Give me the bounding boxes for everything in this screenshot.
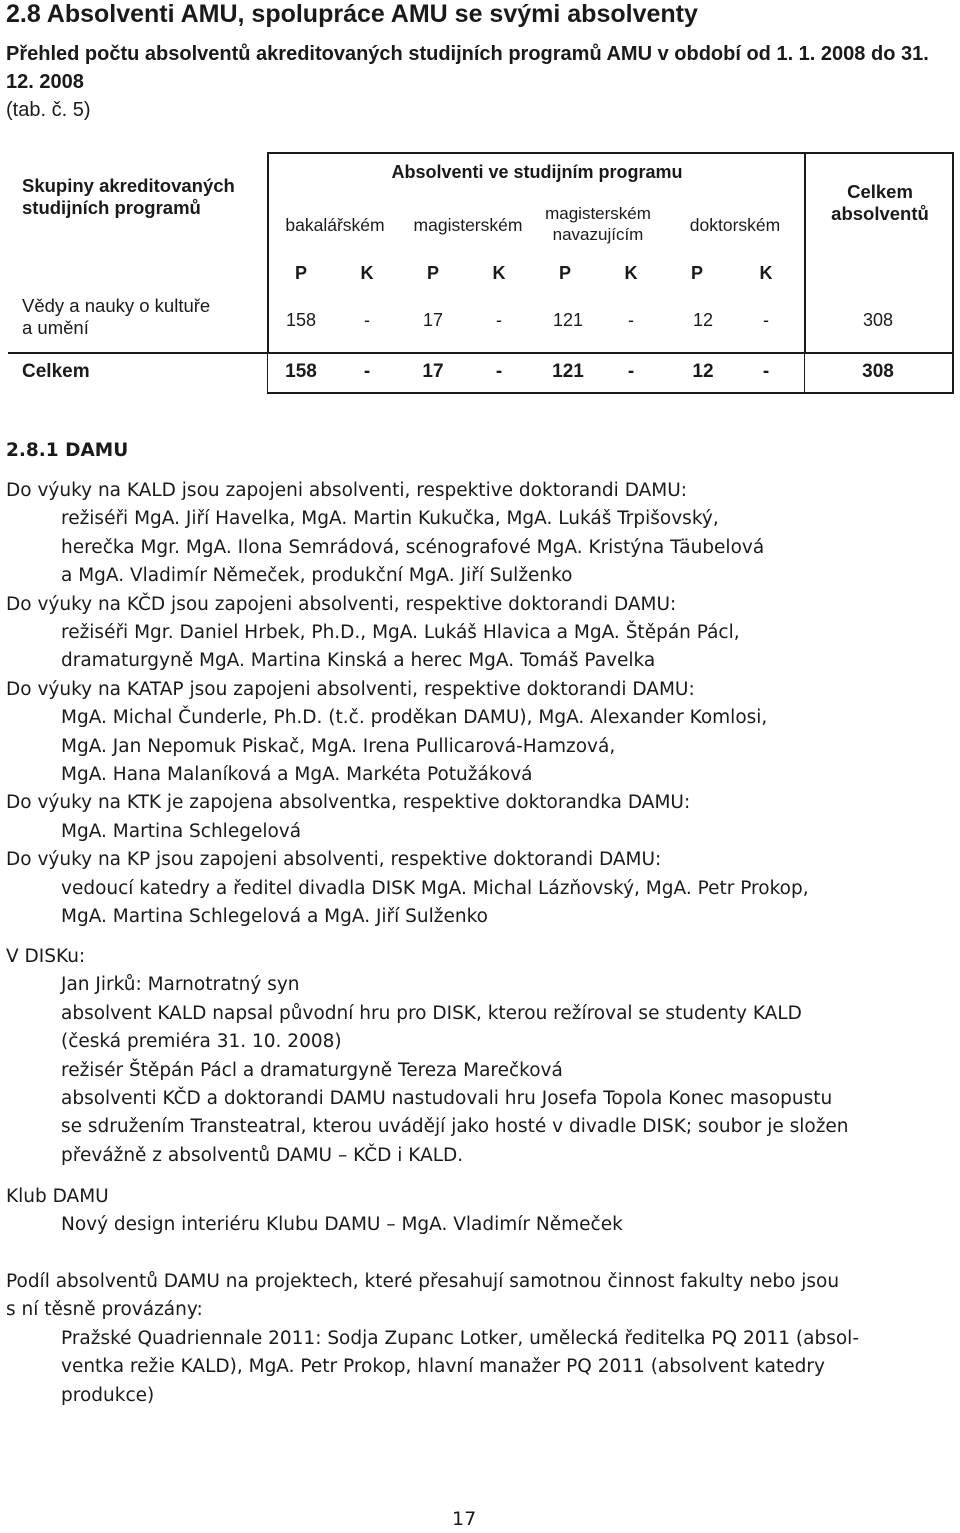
row-value: - bbox=[763, 310, 769, 330]
table-reference: (tab. č. 5) bbox=[6, 99, 91, 121]
disk-section bbox=[6, 943, 956, 1170]
total-value: 158 bbox=[285, 361, 317, 382]
row-value: - bbox=[364, 310, 370, 330]
kald-intro: Do výuky na KALD jsou zapojeni absolventi, respektive doktorandi DAMU: bbox=[6, 480, 688, 501]
pk-header-1: P bbox=[294, 263, 307, 283]
total-value: 17 bbox=[422, 361, 444, 382]
pk-header-7: P bbox=[690, 263, 703, 283]
subtitle-text: Přehled počtu absolventů akreditovaných studijních programů AMU v období od 1. 1. 2008 do 31. 12. 2008 bbox=[6, 43, 929, 93]
total-value: - bbox=[495, 361, 503, 382]
disk-line: absolvent KALD napsal původní hru pro DISK, kterou režíroval se studenty KALD bbox=[61, 1002, 802, 1024]
pk-header-5: P bbox=[558, 263, 571, 283]
total-sum: 308 bbox=[862, 361, 894, 382]
total-label: Celkem bbox=[22, 361, 90, 382]
share-section bbox=[6, 1268, 956, 1410]
damu-title: 2.8.1 DAMU bbox=[6, 440, 129, 461]
share-line: s ní těsně provázány: bbox=[6, 1299, 203, 1321]
pk-header-2: K bbox=[360, 263, 374, 283]
row-value: 158 bbox=[285, 310, 317, 330]
kp-line: MgA. Martina Schlegelová a MgA. Jiří Sulženko bbox=[61, 906, 488, 928]
graduates-header: Absolventi ve studijním programu bbox=[391, 162, 683, 182]
kcd-line: dramaturgyně MgA. Martina Kinská a herec MgA. Tomáš Pavelka bbox=[61, 650, 656, 672]
disk-line: Jan Jirků: Marnotratný syn bbox=[61, 974, 300, 996]
program-group-header: Skupiny akreditovaných studijních programů bbox=[22, 175, 235, 218]
program-master: magisterském bbox=[413, 215, 523, 235]
row-value: - bbox=[496, 310, 502, 330]
disk-line: převážně z absolventů DAMU – KČD i KALD. bbox=[61, 1144, 464, 1166]
row-value: 121 bbox=[552, 310, 584, 330]
total-value: - bbox=[627, 361, 635, 382]
ktk-line: MgA. Martina Schlegelová bbox=[61, 820, 302, 842]
club-head: Klub DAMU bbox=[6, 1186, 109, 1207]
disk-line: absolventi KČD a doktorandi DAMU nastudovali hru Josefa Topola Konec masopustu bbox=[61, 1088, 833, 1110]
disk-line: (česká premiéra 31. 10. 2008) bbox=[61, 1031, 342, 1053]
katap-line: MgA. Jan Nepomuk Piskač, MgA. Irena Pullicarová-Hamzová, bbox=[61, 735, 616, 757]
pq-line: ventka režie KALD), MgA. Petr Prokop, hlavní manažer PQ 2011 (absolvent katedry bbox=[61, 1356, 825, 1378]
pk-header-6: K bbox=[624, 263, 638, 283]
pq-line: produkce) bbox=[61, 1384, 155, 1406]
kp-intro: Do výuky na KP jsou zapojeni absolventi, respektive doktorandi DAMU: bbox=[6, 849, 662, 871]
kcd-intro: Do výuky na KČD jsou zapojeni absolventi, respektive doktorandi DAMU: bbox=[6, 593, 677, 615]
katap-line: MgA. Michal Čunderle, Ph.D. (t.č. proděkan DAMU), MgA. Alexander Komlosi, bbox=[61, 707, 768, 729]
row-value: 17 bbox=[422, 310, 444, 330]
row-value: 12 bbox=[692, 310, 714, 330]
pk-header-4: K bbox=[492, 263, 506, 283]
teaching-list bbox=[6, 477, 956, 932]
club-line: Nový design interiéru Klubu DAMU – MgA. Vladimír Němeček bbox=[61, 1214, 623, 1236]
total-value: 12 bbox=[692, 361, 714, 382]
katap-intro: Do výuky na KATAP jsou zapojeni absolventi, respektive doktorandi DAMU: bbox=[6, 678, 695, 700]
kald-line: režiséři MgA. Jiří Havelka, MgA. Martin Kukučka, MgA. Lukáš Trpišovský, bbox=[61, 508, 719, 530]
club-section bbox=[6, 1183, 956, 1240]
page-number: 17 bbox=[452, 1508, 477, 1530]
kp-line: vedoucí katedry a ředitel divadla DISK MgA. Michal Lázňovský, MgA. Petr Prokop, bbox=[61, 877, 809, 899]
share-line: Podíl absolventů DAMU na projektech, které přesahují samotnou činnost fakulty nebo jsou bbox=[6, 1271, 840, 1292]
row-total: 308 bbox=[862, 310, 894, 330]
total-value: - bbox=[363, 361, 371, 382]
total-value: 121 bbox=[552, 361, 584, 382]
katap-line: MgA. Hana Malaníková a MgA. Markéta Potužáková bbox=[61, 764, 533, 786]
kald-line: a MgA. Vladimír Němeček, produkční MgA. Jiří Sulženko bbox=[61, 565, 573, 587]
program-bachelor: bakalářském bbox=[285, 215, 385, 235]
total-value: - bbox=[762, 361, 770, 382]
pk-header-3: P bbox=[426, 263, 439, 283]
graduates-table bbox=[8, 152, 954, 394]
disk-line: se sdružením Transteatral, kterou uvádějí jako hosté v divadle DISK; soubor je složen bbox=[61, 1116, 849, 1138]
pq-line: Pražské Quadriennale 2011: Sodja Zupanc Lotker, umělecká ředitelka PQ 2011 (absol- bbox=[61, 1327, 859, 1349]
disk-line: režisér Štěpán Pácl a dramaturgyně Tereza Marečková bbox=[61, 1059, 563, 1081]
kald-line: herečka Mgr. MgA. Ilona Semrádová, scénografové MgA. Kristýna Täubelová bbox=[61, 536, 765, 558]
pk-header-8: K bbox=[759, 263, 773, 283]
table-subtitle bbox=[6, 40, 950, 124]
disk-head: V DISKu: bbox=[6, 946, 86, 967]
ktk-intro: Do výuky na KTK je zapojena absolventka, respektive doktorandka DAMU: bbox=[6, 792, 691, 814]
total-graduates-header: Celkem absolventů bbox=[831, 181, 929, 224]
kcd-line: režiséři Mgr. Daniel Hrbek, Ph.D., MgA. Lukáš Hlavica a MgA. Štěpán Pácl, bbox=[61, 622, 740, 644]
row-label: Vědy a nauky o kultuře a umění bbox=[22, 295, 211, 338]
section-title: 2.8 Absolventi AMU, spolupráce AMU se svými absolventy bbox=[6, 0, 698, 28]
program-doctoral: doktorském bbox=[689, 215, 781, 235]
program-follow-up-master: magisterském navazujícím bbox=[545, 204, 651, 244]
row-value: - bbox=[628, 310, 634, 330]
